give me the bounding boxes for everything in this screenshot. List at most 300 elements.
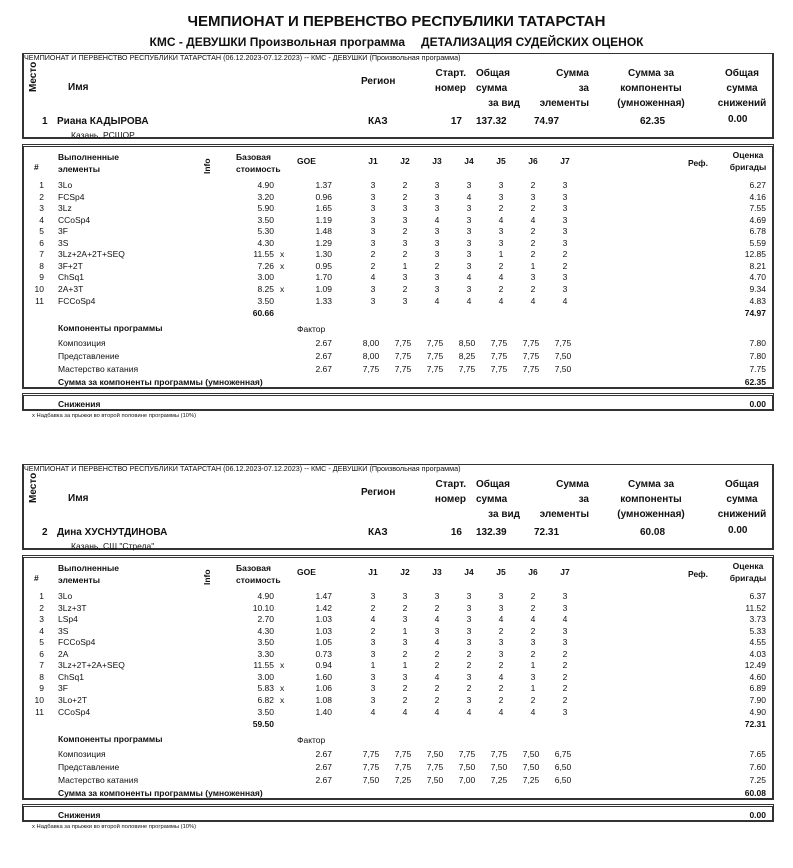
element-number: 11 — [35, 295, 44, 306]
factor-header: Фактор — [297, 735, 326, 746]
col-judge-header: J1 — [368, 567, 378, 577]
col-judge-header: J4 — [464, 567, 474, 577]
judge-score: 2 — [562, 694, 568, 705]
component-panel-score: 7.80 — [749, 338, 766, 349]
components-total-label: Сумма за компоненты программы (умноженная) — [58, 788, 263, 799]
element-code[interactable]: FCCoSp4 — [58, 637, 96, 648]
element-panel-score: 6.89 — [749, 683, 766, 694]
element-number: 9 — [39, 272, 44, 283]
judge-score: 1 — [530, 660, 536, 671]
judge-component-score: 7,75 — [394, 364, 412, 375]
element-base-value: 8.25 — [257, 283, 274, 294]
judge-score: 2 — [562, 648, 568, 659]
judge-score: 3 — [562, 191, 568, 202]
skater-element-score: 74.97 — [534, 116, 560, 127]
judge-score: 4 — [498, 671, 504, 682]
col-info-header: Info — [202, 569, 212, 585]
judge-score: 2 — [530, 203, 536, 214]
element-number: 2 — [39, 191, 44, 202]
element-code[interactable]: 3Lz — [58, 203, 72, 214]
judge-score: 3 — [402, 272, 408, 283]
judge-component-score: 7,75 — [522, 364, 540, 375]
judge-score: 3 — [466, 694, 472, 705]
elements-table — [22, 144, 774, 389]
element-base-value: 3.20 — [257, 191, 274, 202]
judge-score: 2 — [530, 625, 536, 636]
judge-score: 2 — [562, 660, 568, 671]
judge-score: 2 — [530, 237, 536, 248]
judge-score: 2 — [402, 694, 408, 705]
second-half-bonus-marker: x — [280, 283, 285, 294]
element-base-value: 6.82 — [257, 694, 274, 705]
judge-component-score: 7,50 — [362, 775, 380, 786]
col-judge-header: J2 — [400, 156, 410, 166]
element-code[interactable]: 3Lz+2A+2T+SEQ — [58, 249, 125, 260]
element-code[interactable]: 2A+3T — [58, 283, 84, 294]
judge-score: 3 — [466, 283, 472, 294]
element-base-value: 11.55 — [253, 249, 274, 260]
component-score-header: Сумма за компоненты (умноженная) — [617, 68, 685, 109]
judge-component-score: 7,75 — [522, 338, 540, 349]
judge-score: 3 — [466, 226, 472, 237]
element-code[interactable]: ChSq1 — [58, 671, 84, 682]
judge-score: 4 — [434, 671, 440, 682]
element-base-value: 3.30 — [257, 648, 274, 659]
judge-component-score: 7,75 — [394, 749, 412, 760]
judge-score: 2 — [498, 694, 504, 705]
skater-name[interactable]: Риана КАДЫРОВА — [57, 116, 149, 127]
element-code[interactable]: 3F+2T — [58, 260, 83, 271]
judge-score: 2 — [562, 249, 568, 260]
element-code[interactable]: 3Lz+2T+2A+SEQ — [58, 660, 125, 671]
place-header: Место — [28, 472, 39, 503]
element-base-value: 3.50 — [257, 214, 274, 225]
element-panel-score: 5.59 — [749, 237, 766, 248]
judge-score: 1 — [402, 660, 408, 671]
judge-score: 3 — [466, 203, 472, 214]
judge-score: 2 — [466, 648, 472, 659]
judge-score: 2 — [530, 283, 536, 294]
judge-score: 4 — [530, 614, 536, 625]
judge-component-score: 7,50 — [458, 762, 476, 773]
element-base-value: 4.30 — [257, 625, 274, 636]
judge-score: 3 — [466, 260, 472, 271]
element-code[interactable]: CCoSp4 — [58, 214, 91, 225]
judge-score: 3 — [466, 602, 472, 613]
judge-score: 3 — [370, 214, 376, 225]
skater-club: Казань, СШ "Стрела" — [71, 541, 155, 551]
judge-score: 3 — [466, 180, 472, 190]
element-goe: 1.70 — [315, 272, 332, 283]
element-code[interactable]: LSp4 — [58, 614, 78, 625]
col-base-header: Базовая стоимость — [236, 563, 281, 585]
judge-component-score: 7,75 — [426, 364, 444, 375]
element-goe: 1.40 — [315, 706, 332, 717]
component-panel-score: 7.60 — [749, 762, 766, 773]
judge-score: 4 — [562, 295, 568, 306]
judge-score: 2 — [402, 180, 408, 190]
element-code[interactable]: 3Lo — [58, 591, 73, 601]
judge-score: 4 — [434, 214, 440, 225]
report-type-label: ДЕТАЛИЗАЦИЯ СУДЕЙСКИХ ОЦЕНОК — [421, 35, 644, 49]
col-judge-header: J6 — [528, 567, 538, 577]
judge-component-score: 7,50 — [426, 749, 444, 760]
judge-score: 2 — [498, 283, 504, 294]
start-number-header: Старт. номер — [434, 479, 466, 505]
component-score-header: Сумма за компоненты (умноженная) — [617, 479, 685, 520]
element-code[interactable]: 3Lo — [58, 180, 73, 190]
element-goe: 1.03 — [315, 625, 332, 636]
judge-score: 4 — [370, 272, 376, 283]
element-goe: 1.05 — [315, 637, 332, 648]
component-panel-score: 7.25 — [749, 775, 766, 786]
judge-score: 2 — [562, 671, 568, 682]
judge-component-score: 7,75 — [362, 749, 380, 760]
component-row — [24, 762, 772, 775]
judge-score: 2 — [402, 283, 408, 294]
element-panel-score: 4.03 — [749, 648, 766, 659]
judge-score: 2 — [562, 683, 568, 694]
deductions-header: Общая сумма снижений — [717, 68, 767, 109]
judge-score: 1 — [402, 625, 408, 636]
component-factor: 2.67 — [315, 775, 332, 786]
judge-score: 3 — [562, 226, 568, 237]
skater-deductions: 0.00 — [728, 114, 748, 125]
elements-table — [22, 555, 774, 800]
judge-score: 2 — [434, 683, 440, 694]
element-panel-score: 5.33 — [749, 625, 766, 636]
element-base-value: 7.26 — [257, 260, 274, 271]
second-half-bonus-marker: x — [280, 683, 285, 694]
judge-component-score: 7,50 — [554, 351, 572, 362]
element-code[interactable]: 3Lo+2T — [58, 694, 88, 705]
judge-component-score: 8,25 — [458, 351, 476, 362]
judge-score: 3 — [402, 295, 408, 306]
judge-component-score: 7,25 — [394, 775, 412, 786]
judge-component-score: 7,75 — [426, 762, 444, 773]
judge-component-score: 7,75 — [426, 338, 444, 349]
col-base-header: Базовая стоимость — [236, 152, 281, 174]
judge-score: 3 — [562, 237, 568, 248]
judge-score: 2 — [530, 249, 536, 260]
judge-score: 4 — [530, 706, 536, 717]
element-panel-score: 4.55 — [749, 637, 766, 648]
judge-score: 2 — [530, 591, 536, 601]
judge-score: 2 — [530, 648, 536, 659]
element-score-header: Сумма за элементы — [539, 68, 589, 109]
judge-score: 2 — [530, 694, 536, 705]
judge-score: 3 — [402, 214, 408, 225]
col-panel-score-header: Оценка бригады — [729, 561, 767, 583]
judge-score: 2 — [466, 683, 472, 694]
element-code[interactable]: 3F — [58, 226, 68, 237]
judge-score: 4 — [498, 272, 504, 283]
element-goe: 1.08 — [315, 694, 332, 705]
start-number-header: Старт. номер — [434, 68, 466, 94]
judge-score: 4 — [370, 614, 376, 625]
judge-score: 3 — [434, 203, 440, 214]
component-panel-score: 7.75 — [749, 364, 766, 375]
element-goe: 1.29 — [315, 237, 332, 248]
judge-score: 3 — [434, 591, 440, 601]
element-number: 4 — [39, 214, 44, 225]
col-judge-header: J5 — [496, 156, 506, 166]
judge-score: 2 — [370, 602, 376, 613]
judge-score: 3 — [370, 226, 376, 237]
judge-score: 2 — [530, 602, 536, 613]
judge-score: 3 — [562, 706, 568, 717]
judge-score: 3 — [498, 591, 504, 601]
element-panel-score: 6.27 — [749, 180, 766, 190]
judge-component-score: 7,75 — [394, 351, 412, 362]
col-judge-header: J6 — [528, 156, 538, 166]
judge-score: 3 — [498, 191, 504, 202]
element-base-value: 3.00 — [257, 272, 274, 283]
component-row — [24, 775, 772, 788]
judge-score: 3 — [498, 602, 504, 613]
second-half-bonus-marker: x — [280, 660, 285, 671]
skater-start-number: 16 — [450, 527, 462, 538]
judge-score: 2 — [402, 683, 408, 694]
judge-score: 3 — [370, 237, 376, 248]
judge-component-score: 8,00 — [362, 338, 380, 349]
judge-score: 2 — [370, 249, 376, 260]
judge-component-score: 7,25 — [522, 775, 540, 786]
element-goe: 1.37 — [315, 180, 332, 190]
judge-component-score: 7,00 — [458, 775, 476, 786]
elements-score-total: 74.97 — [744, 308, 766, 319]
category-label: КМС - ДЕВУШКИ Произвольная программа — [149, 35, 406, 49]
judge-score: 3 — [562, 625, 568, 636]
judge-score: 1 — [530, 683, 536, 694]
skater-component-score: 60.08 — [640, 527, 666, 538]
judge-score: 4 — [370, 706, 376, 717]
element-code[interactable]: FCSp4 — [58, 191, 85, 202]
skater-total-score: 137.32 — [476, 116, 507, 127]
judge-score: 2 — [370, 625, 376, 636]
element-code[interactable]: 2A — [58, 648, 69, 659]
element-goe: 1.33 — [315, 295, 332, 306]
element-goe: 1.48 — [315, 226, 332, 237]
element-panel-score: 3.73 — [749, 614, 766, 625]
element-panel-score: 4.16 — [749, 191, 766, 202]
col-num-header: # — [34, 162, 39, 172]
element-goe: 0.96 — [315, 191, 332, 202]
components-header: Компоненты программы — [58, 734, 163, 745]
component-row — [24, 338, 772, 351]
col-element-header: Выполненные элементы — [58, 563, 120, 585]
judge-component-score: 6,75 — [554, 749, 572, 760]
element-number: 1 — [39, 180, 44, 190]
judge-score: 3 — [498, 648, 504, 659]
element-base-value: 11.55 — [253, 660, 274, 671]
skater-start-number: 17 — [450, 116, 462, 127]
element-base-value: 5.83 — [257, 683, 274, 694]
component-row — [24, 364, 772, 377]
skater-region: КАЗ — [368, 527, 388, 538]
element-goe: 1.60 — [315, 671, 332, 682]
judge-score: 4 — [466, 272, 472, 283]
judge-component-score: 7,75 — [362, 762, 380, 773]
judge-score: 3 — [466, 249, 472, 260]
judge-score: 2 — [530, 180, 536, 190]
judge-score: 4 — [498, 295, 504, 306]
element-goe: 1.42 — [315, 602, 332, 613]
col-ref-header: Реф. — [688, 569, 708, 579]
judge-component-score: 8,00 — [362, 351, 380, 362]
element-goe: 1.47 — [315, 591, 332, 601]
second-half-bonus-marker: x — [280, 249, 285, 260]
judge-score: 3 — [370, 283, 376, 294]
judge-score: 3 — [370, 648, 376, 659]
judge-component-score: 7,75 — [458, 749, 476, 760]
element-code[interactable]: FCCoSp4 — [58, 295, 96, 306]
judge-score: 3 — [370, 203, 376, 214]
judge-score: 3 — [434, 272, 440, 283]
element-panel-score: 12.49 — [744, 660, 766, 671]
judge-score: 2 — [402, 226, 408, 237]
second-half-bonus-marker: x — [280, 694, 285, 705]
col-judge-header: J5 — [496, 567, 506, 577]
judge-score: 2 — [466, 660, 472, 671]
component-factor: 2.67 — [315, 762, 332, 773]
col-goe-header: GOE — [297, 156, 316, 166]
deductions-value: 0.00 — [749, 399, 766, 410]
judge-score: 2 — [530, 226, 536, 237]
judge-score: 2 — [498, 660, 504, 671]
judge-score: 4 — [434, 637, 440, 648]
judge-score: 3 — [562, 637, 568, 648]
judge-component-score: 7,75 — [458, 364, 476, 375]
element-code[interactable]: ChSq1 — [58, 272, 84, 283]
judge-score: 3 — [466, 637, 472, 648]
col-judge-header: J7 — [560, 567, 570, 577]
judge-score: 2 — [402, 602, 408, 613]
judge-score: 3 — [530, 191, 536, 202]
component-panel-score: 7.80 — [749, 351, 766, 362]
element-goe: 0.73 — [315, 648, 332, 659]
element-base-value: 2.70 — [257, 614, 274, 625]
judge-score: 4 — [498, 214, 504, 225]
col-judge-header: J3 — [432, 567, 442, 577]
element-number: 7 — [39, 249, 44, 260]
judge-score: 3 — [562, 283, 568, 294]
element-panel-score: 4.90 — [749, 706, 766, 717]
judge-score: 2 — [498, 625, 504, 636]
judge-score: 4 — [562, 614, 568, 625]
judge-score: 4 — [466, 191, 472, 202]
judge-score: 3 — [370, 637, 376, 648]
judge-score: 2 — [370, 260, 376, 271]
component-name: Мастерство катания — [58, 775, 139, 786]
element-goe: 1.03 — [315, 614, 332, 625]
judge-component-score: 7,50 — [522, 762, 540, 773]
element-goe: 1.65 — [315, 203, 332, 214]
judge-score: 3 — [498, 180, 504, 190]
judge-score: 3 — [434, 237, 440, 248]
judge-score: 3 — [466, 591, 472, 601]
competition-caption: ЧЕМПИОНАТ И ПЕРВЕНСТВО РЕСПУБЛИКИ ТАТАРСТАН (06.12.2023-07.12.2023) -- КМС - ДЕВУШКИ (Произвольная программа) — [24, 464, 461, 473]
element-base-value: 3.50 — [257, 295, 274, 306]
judge-score: 4 — [434, 295, 440, 306]
elements-score-total: 72.31 — [744, 719, 766, 730]
judge-score: 1 — [370, 660, 376, 671]
judge-score: 3 — [466, 237, 472, 248]
element-panel-score: 7.55 — [749, 203, 766, 214]
element-number: 9 — [39, 683, 44, 694]
element-base-value: 5.30 — [257, 226, 274, 237]
element-code[interactable]: 3S — [58, 237, 69, 248]
skater-header — [22, 53, 774, 139]
judge-score: 3 — [402, 671, 408, 682]
element-goe: 1.06 — [315, 683, 332, 694]
element-code[interactable]: 3F — [58, 683, 68, 694]
competition-caption: ЧЕМПИОНАТ И ПЕРВЕНСТВО РЕСПУБЛИКИ ТАТАРСТАН (06.12.2023-07.12.2023) -- КМС - ДЕВУШКИ (Произвольная программа) — [24, 53, 461, 62]
element-code[interactable]: CCoSp4 — [58, 706, 91, 717]
judge-score: 3 — [370, 180, 376, 190]
judge-score: 3 — [370, 694, 376, 705]
judge-score: 3 — [370, 671, 376, 682]
judge-score: 3 — [434, 625, 440, 636]
skater-name[interactable]: Дина ХУСНУТДИНОВА — [57, 527, 168, 538]
judge-component-score: 6,50 — [554, 775, 572, 786]
element-panel-score: 4.83 — [749, 295, 766, 306]
element-panel-score: 4.60 — [749, 671, 766, 682]
judge-score: 2 — [402, 191, 408, 202]
element-code[interactable]: 3S — [58, 625, 69, 636]
col-goe-header: GOE — [297, 567, 316, 577]
element-number: 10 — [34, 694, 44, 705]
element-number: 5 — [39, 637, 44, 648]
element-number: 3 — [39, 203, 44, 214]
element-number: 6 — [39, 648, 44, 659]
col-judge-header: J1 — [368, 156, 378, 166]
place-header: Место — [28, 61, 39, 92]
element-number: 1 — [39, 591, 44, 601]
element-code[interactable]: 3Lz+3T — [58, 602, 87, 613]
component-factor: 2.67 — [315, 338, 332, 349]
judge-score: 3 — [434, 249, 440, 260]
judge-score: 4 — [466, 295, 472, 306]
element-panel-score: 8.21 — [749, 260, 766, 271]
element-panel-score: 4.69 — [749, 214, 766, 225]
judge-score: 1 — [498, 249, 504, 260]
element-number: 8 — [39, 260, 44, 271]
judge-score: 3 — [466, 614, 472, 625]
judge-score: 3 — [562, 180, 568, 190]
col-judge-header: J2 — [400, 567, 410, 577]
judge-component-score: 8,50 — [458, 338, 476, 349]
col-panel-score-header: Оценка бригады — [729, 150, 767, 172]
element-number: 3 — [39, 614, 44, 625]
judge-score: 4 — [498, 614, 504, 625]
judge-score: 2 — [402, 648, 408, 659]
col-info-header: Info — [202, 158, 212, 174]
component-row — [24, 749, 772, 762]
col-judge-header: J3 — [432, 156, 442, 166]
judge-score: 3 — [466, 671, 472, 682]
judge-score: 3 — [498, 237, 504, 248]
element-panel-score: 9.34 — [749, 283, 766, 294]
judge-component-score: 7,75 — [522, 351, 540, 362]
element-row — [24, 707, 772, 720]
judge-score: 3 — [530, 272, 536, 283]
judge-score: 3 — [434, 180, 440, 190]
element-base-value: 3.50 — [257, 637, 274, 648]
element-goe: 0.94 — [315, 660, 332, 671]
judge-score: 3 — [562, 602, 568, 613]
element-goe: 1.09 — [315, 283, 332, 294]
